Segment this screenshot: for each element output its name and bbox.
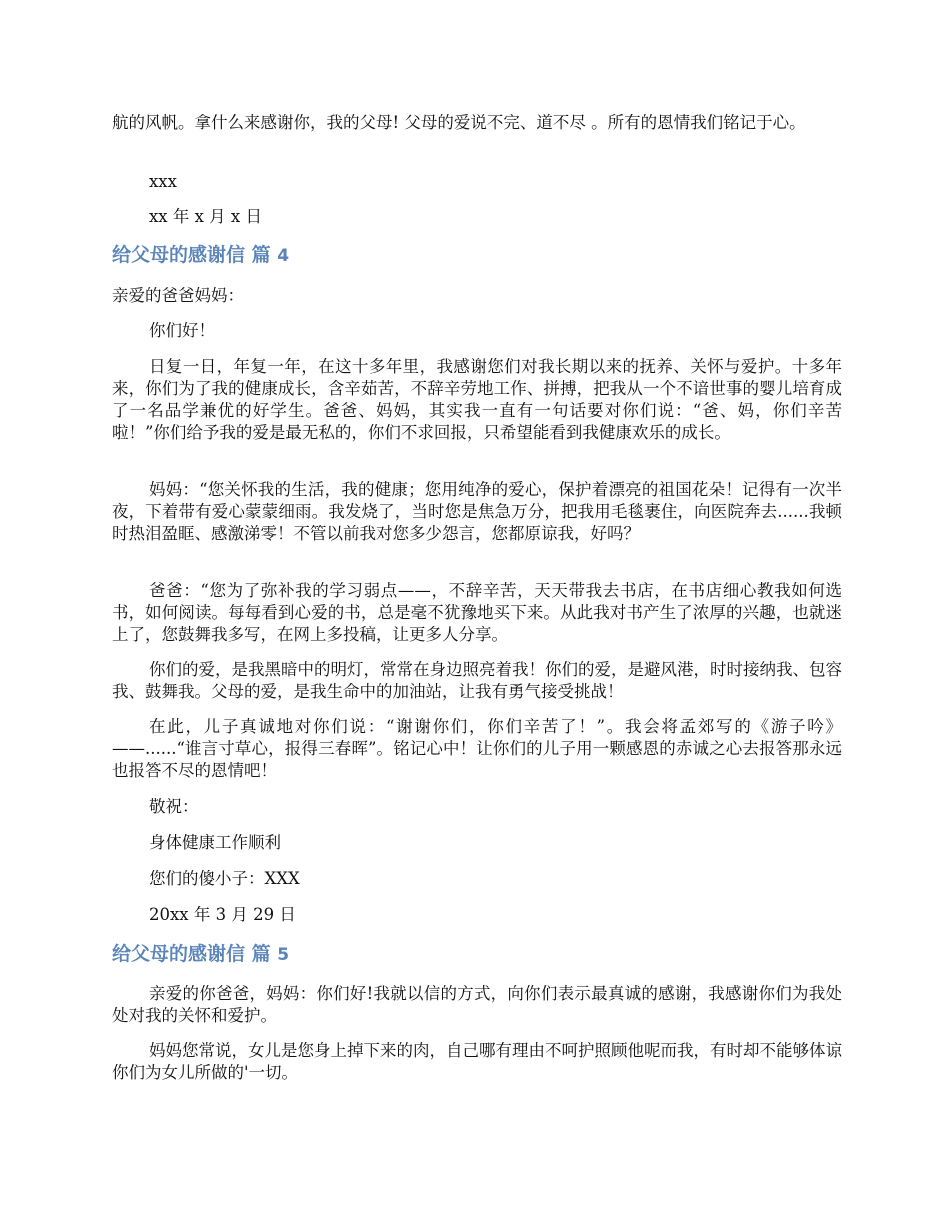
greeting: 你们好！ [149, 321, 215, 340]
heading-number: 4 [277, 246, 290, 266]
wish-line: 身体健康工作顺利 [149, 833, 281, 852]
section-heading-4 [112, 243, 289, 268]
section-heading-5 [112, 942, 289, 967]
heading-title: 给父母的感谢信 篇 [112, 943, 271, 965]
date-line: 20xx 年 3 月 29 日 [149, 905, 296, 924]
signature-date: xx 年 x 月 x 日 [149, 207, 262, 226]
body-paragraph: 妈妈您常说，女儿是您身上掉下来的肉，自己哪有理由不呵护照顾他呢而我，有时却不能够体谅你们为女儿所做的'一切。 [112, 1041, 842, 1082]
body-paragraph: 在此，儿子真诚地对你们说：“谢谢你们，你们辛苦了！”。我会将孟郊写的《游子吟》——......“谁言寸草心，报得三春晖”。铭记心中！让你们的儿子用一颗感恩的赤诚之心去报答那永远也报答不尽的恩情吧！ [112, 717, 842, 780]
paragraph-intro: 航的风帆。拿什么来感谢你，我的父母! 父母的爱说不完、道不尽 。所有的恩情我们铭记于心。 [112, 113, 806, 132]
salutation: 亲爱的爸爸妈妈： [112, 286, 244, 305]
body-paragraph: 妈妈：“您关怀我的生活，我的健康；您用纯净的爱心，保护着漂亮的祖国花朵！记得有一次半夜，下着带有爱心蒙蒙细雨。我发烧了，当时您是焦急万分，把我用毛毯裹住，向医院奔去......我顿时热泪盈眶、感激涕零！不管以前我对您多少怨言，您都原谅我，好吗？ [112, 480, 842, 543]
body-paragraph: 你们的爱，是我黑暗中的明灯，常常在身边照亮着我！你们的爱，是避风港，时时接纳我、包容我、鼓舞我。父母的爱，是我生命中的加油站，让我有勇气接受挑战！ [112, 660, 842, 701]
body-paragraph: 日复一日，年复一年，在这十多年里，我感谢您们对我长期以来的抚养、关怀与爱护。十多年来，你们为了我的健康成长，含辛茹苦，不辞辛劳地工作、拼搏，把我从一个不谙世事的婴儿培育成了一名品学兼优的好学生。爸爸、妈妈，其实我一直有一句话要对你们说：“爸、妈，你们辛苦啦！”你们给予我的爱是最无私的，你们不求回报，只希望能看到我健康欢乐的成长。 [112, 357, 842, 442]
body-paragraph: 爸爸：“您为了弥补我的学习弱点——，不辞辛苦，天天带我去书店，在书店细心教我如何选书，如何阅读。每每看到心爱的书，总是毫不犹豫地买下来。从此我对书产生了浓厚的兴趣，也就迷上了，您鼓舞我多写，在网上多投稿，让更多人分享。 [112, 581, 842, 644]
heading-number: 5 [277, 945, 290, 965]
heading-title: 给父母的感谢信 篇 [112, 244, 271, 266]
signature-name: xxx [149, 172, 177, 191]
body-paragraph: 亲爱的你爸爸，妈妈：你们好!我就以信的方式，向你们表示最真诚的感谢，我感谢你们为我处处对我的关怀和爱护。 [112, 984, 842, 1025]
signature-line: 您们的傻小子：XXX [149, 869, 300, 888]
closing: 敬祝： [149, 797, 199, 816]
